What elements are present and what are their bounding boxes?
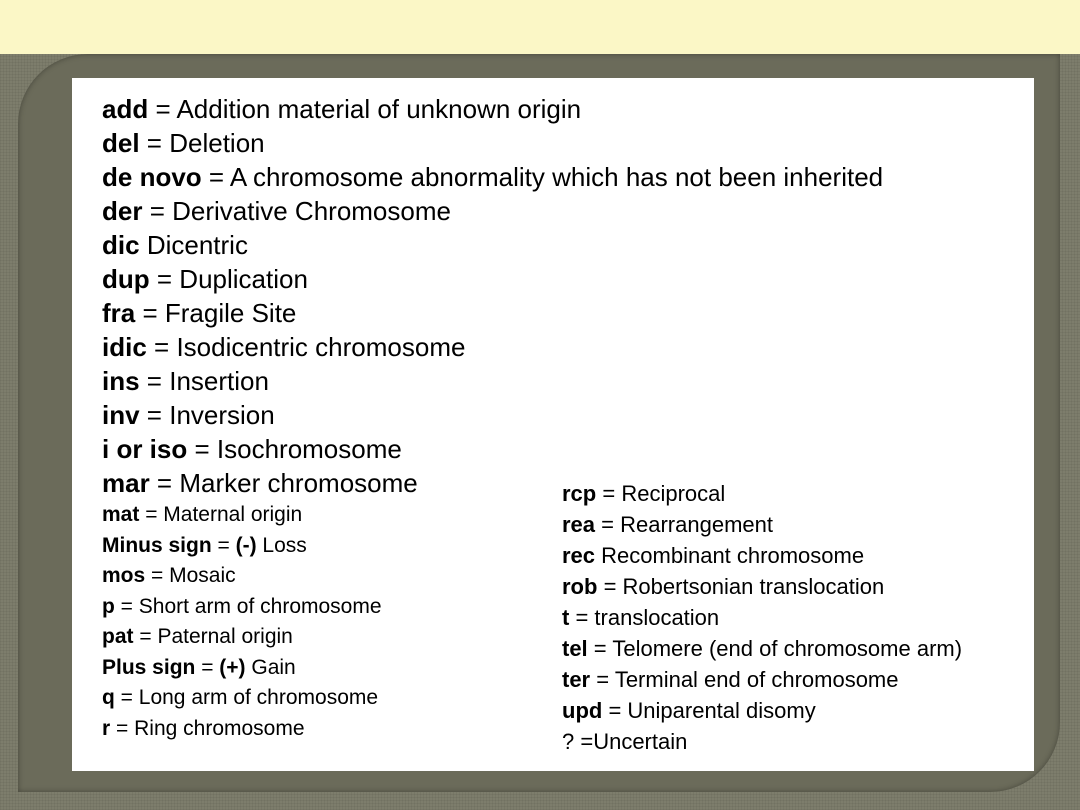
glossary-right-list bbox=[562, 478, 962, 757]
glossary-separator: = bbox=[139, 400, 170, 430]
glossary-definition: Duplication bbox=[179, 264, 308, 294]
glossary-term: i or iso bbox=[102, 434, 188, 464]
glossary-entry bbox=[102, 228, 883, 262]
glossary-term: de novo bbox=[102, 162, 202, 192]
glossary-definition: A chromosome abnormality which has not been inherited bbox=[229, 162, 884, 192]
glossary-term: r bbox=[102, 716, 111, 740]
glossary-definition: Isochromosome bbox=[216, 434, 402, 464]
glossary-separator: = bbox=[139, 503, 164, 526]
glossary-large-list bbox=[102, 92, 883, 500]
glossary-definition: Short arm of chromosome bbox=[138, 594, 382, 618]
glossary-term: Minus sign bbox=[102, 533, 212, 557]
glossary-definition: Paternal origin bbox=[157, 625, 293, 648]
glossary-term: dup bbox=[102, 264, 150, 294]
glossary-separator: = bbox=[139, 366, 170, 396]
glossary-definition: Isodicentric chromosome bbox=[176, 332, 466, 362]
glossary-term: mos bbox=[102, 564, 146, 587]
glossary-entry bbox=[562, 571, 962, 602]
glossary-definition: Fragile Site bbox=[164, 298, 297, 328]
glossary-definition: Terminal end of chromosome bbox=[614, 667, 899, 692]
glossary-entry bbox=[102, 160, 883, 194]
glossary-term: ins bbox=[102, 366, 140, 396]
glossary-definition: Rearrangement bbox=[620, 512, 773, 537]
glossary-separator: = bbox=[139, 128, 170, 158]
glossary-separator bbox=[140, 230, 147, 260]
glossary-entry bbox=[102, 296, 883, 330]
glossary-definition: Ring chromosome bbox=[134, 716, 305, 740]
glossary-term: rob bbox=[562, 574, 598, 599]
glossary-entry bbox=[102, 262, 883, 296]
glossary-right-column bbox=[562, 478, 962, 757]
glossary-definition: Loss bbox=[256, 533, 307, 557]
glossary-definition: Robertsonian translocation bbox=[622, 574, 885, 599]
glossary-definition: Insertion bbox=[169, 366, 269, 396]
glossary-entry bbox=[102, 432, 883, 466]
glossary-separator: = bbox=[114, 686, 139, 709]
glossary-separator: = bbox=[142, 196, 173, 226]
glossary-separator: = bbox=[596, 481, 622, 506]
glossary-definition: Recombinant chromosome bbox=[601, 543, 865, 568]
glossary-definition: Marker chromosome bbox=[179, 468, 418, 498]
glossary-entry bbox=[562, 664, 962, 695]
glossary-definition: Deletion bbox=[169, 128, 265, 158]
glossary-entry bbox=[562, 540, 962, 571]
glossary-term: del bbox=[102, 128, 140, 158]
slide-header-band bbox=[0, 0, 1080, 54]
glossary-term: t bbox=[562, 605, 570, 630]
glossary-term: q bbox=[102, 686, 115, 709]
glossary-definition: Derivative Chromosome bbox=[172, 196, 451, 226]
glossary-separator: = bbox=[587, 636, 613, 661]
glossary-entry bbox=[562, 478, 962, 509]
glossary-term: mat bbox=[102, 503, 140, 526]
glossary-symbol: (-) bbox=[235, 533, 257, 557]
glossary-term: pat bbox=[102, 625, 134, 648]
glossary-panel bbox=[72, 78, 1034, 771]
glossary-entry bbox=[562, 633, 962, 664]
glossary-separator: = bbox=[195, 655, 220, 679]
glossary-separator: = bbox=[569, 605, 595, 630]
glossary-definition: Uniparental disomy bbox=[627, 698, 816, 723]
glossary-definition: ? =Uncertain bbox=[562, 729, 688, 754]
glossary-term: inv bbox=[102, 400, 140, 430]
glossary-separator: = bbox=[595, 512, 621, 537]
glossary-separator: = bbox=[590, 667, 615, 692]
glossary-definition: Addition material of unknown origin bbox=[176, 94, 582, 124]
glossary-term: rea bbox=[562, 512, 596, 537]
glossary-separator: = bbox=[145, 564, 170, 587]
glossary-entry bbox=[102, 92, 883, 126]
glossary-entry bbox=[562, 695, 962, 726]
glossary-entry bbox=[102, 364, 883, 398]
glossary-separator: = bbox=[135, 298, 165, 328]
glossary-term: rcp bbox=[562, 481, 597, 506]
glossary-entry bbox=[102, 194, 883, 228]
glossary-definition: Dicentric bbox=[146, 230, 248, 260]
glossary-separator: = bbox=[187, 434, 217, 464]
glossary-definition: Reciprocal bbox=[621, 481, 726, 506]
glossary-definition: Gain bbox=[245, 655, 296, 679]
glossary-term: mar bbox=[102, 468, 150, 498]
glossary-term: tel bbox=[562, 636, 588, 661]
glossary-separator: = bbox=[146, 332, 177, 362]
glossary-separator: = bbox=[110, 716, 135, 740]
glossary-term: fra bbox=[102, 298, 136, 328]
glossary-symbol: (+) bbox=[219, 655, 246, 679]
glossary-definition: Telomere (end of chromosome arm) bbox=[612, 636, 963, 661]
glossary-definition: translocation bbox=[594, 605, 720, 630]
glossary-entry bbox=[562, 509, 962, 540]
glossary-definition: Mosaic bbox=[169, 564, 236, 587]
glossary-term: p bbox=[102, 594, 115, 618]
glossary-entry bbox=[102, 330, 883, 364]
glossary-term: idic bbox=[102, 332, 147, 362]
glossary-entry bbox=[102, 398, 883, 432]
glossary-separator: = bbox=[602, 698, 628, 723]
glossary-definition: Long arm of chromosome bbox=[138, 686, 379, 709]
glossary-term: add bbox=[102, 94, 149, 124]
glossary-term: upd bbox=[562, 698, 603, 723]
glossary-separator: = bbox=[149, 468, 180, 498]
glossary-separator: = bbox=[201, 162, 230, 192]
glossary-separator: = bbox=[148, 94, 177, 124]
glossary-term: rec bbox=[562, 543, 596, 568]
glossary-term: der bbox=[102, 196, 143, 226]
glossary-entry bbox=[102, 126, 883, 160]
glossary-definition: Maternal origin bbox=[163, 503, 303, 526]
glossary-entry bbox=[562, 602, 962, 633]
glossary-separator: = bbox=[133, 625, 158, 648]
glossary-separator: = bbox=[114, 594, 139, 618]
glossary-term: Plus sign bbox=[102, 655, 196, 679]
glossary-separator: = bbox=[597, 574, 623, 599]
glossary-term: dic bbox=[102, 230, 140, 260]
glossary-separator: = bbox=[149, 264, 180, 294]
glossary-term: ter bbox=[562, 667, 591, 692]
glossary-entry bbox=[562, 726, 962, 757]
glossary-separator: = bbox=[211, 533, 236, 557]
glossary-definition: Inversion bbox=[169, 400, 275, 430]
